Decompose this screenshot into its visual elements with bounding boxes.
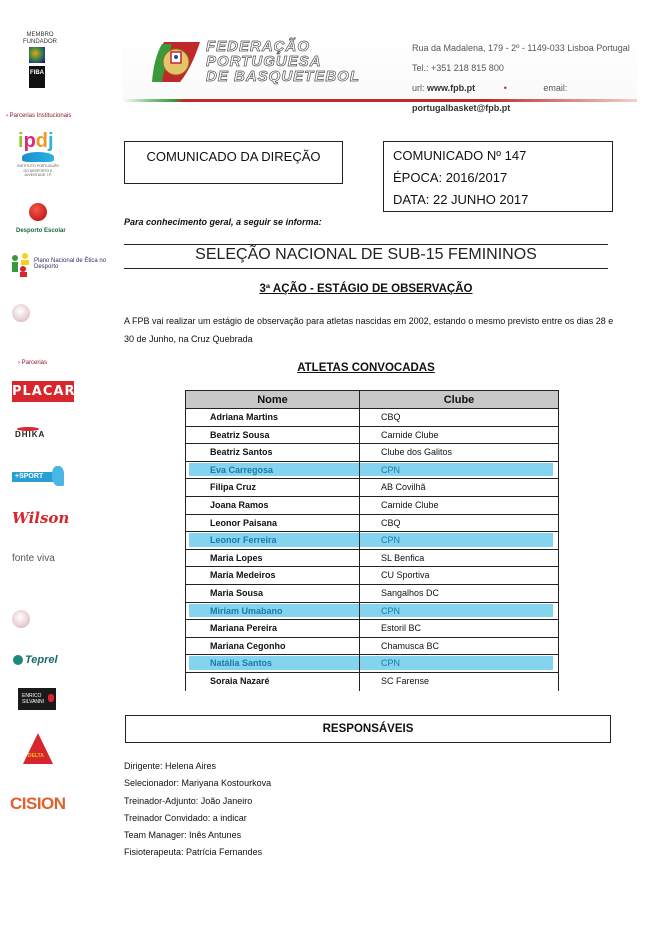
cell-nome: Leonor Ferreira — [186, 532, 360, 549]
cision-logo: CISION — [10, 794, 66, 813]
cell-clube: Sangalhos DC — [381, 587, 440, 598]
table-row — [186, 620, 558, 638]
placard-logo: PLACARD — [12, 381, 74, 402]
web-email-line: url: www.fpb.pt • email: portugalbasket@fpb.pt — [412, 83, 568, 113]
table-row — [186, 515, 558, 533]
fonte-viva-logo: fonte viva — [12, 553, 55, 564]
table-row — [186, 638, 558, 656]
cell-nome: Adriana Martins — [186, 409, 360, 426]
table-header-row — [186, 390, 558, 409]
cell-nome: Miriam Umabano — [186, 603, 360, 620]
fiba-ball-icon — [29, 47, 45, 63]
document-subtitle: 3ª AÇÃO - ESTÁGIO DE OBSERVAÇÃO — [259, 283, 473, 295]
table-row — [186, 585, 558, 603]
teprel-logo: Teprel — [25, 654, 58, 666]
intro-text: Para conhecimento geral, a seguir se informa: — [124, 217, 322, 227]
cell-nome: Maria Medeiros — [186, 567, 360, 584]
responsaveis-box — [125, 715, 611, 743]
ipdj-logo: ipdj — [18, 130, 54, 152]
cell-clube: AB Covilhã — [381, 482, 426, 493]
email-link[interactable]: portugalbasket@fpb.pt — [412, 103, 511, 113]
cell-nome: Beatriz Santos — [186, 444, 360, 461]
table-row — [186, 497, 558, 515]
comunicado-number: COMUNICADO Nº 147 — [393, 148, 527, 163]
cell-clube: CPN — [381, 658, 401, 669]
table-row — [186, 603, 558, 621]
cell-nome: Natália Santos — [186, 655, 360, 672]
table-row — [186, 655, 558, 673]
cell-nome: Soraia Nazaré — [186, 673, 360, 691]
cell-nome: Mariana Pereira — [186, 620, 360, 637]
responsavel-item: Fisioterapeuta: Patrícia Fernandes — [124, 847, 263, 858]
table-body — [186, 409, 558, 691]
table-row — [186, 567, 558, 585]
cell-clube: CPN — [381, 535, 401, 546]
delta-logo: DELTA — [28, 753, 44, 759]
plano-nacional-figures-icon — [10, 253, 32, 277]
decorative-circle-icon — [12, 610, 30, 628]
cell-nome: Leonor Paisana — [186, 515, 360, 532]
decorative-circle-icon — [12, 304, 30, 322]
description-paragraph: A FPB vai realizar um estágio de observação para atletas nascidas em 2002, estando o mesmo previsto entre os dias 28 e 30 de Junho, na Cruz Quebrada — [124, 316, 614, 344]
parcerias-label: › Parcerias — [18, 360, 48, 366]
dhika-logo: DHIKA — [15, 430, 46, 439]
comunicado-date: DATA: 22 JUNHO 2017 — [393, 192, 529, 207]
ipdj-splash-icon — [22, 152, 54, 162]
column-header-nome: Nome — [186, 391, 360, 408]
table-row — [186, 444, 558, 462]
comunicado-epoca: ÉPOCA: 2016/2017 — [393, 170, 508, 185]
table-row — [186, 673, 558, 691]
cell-clube: CPN — [381, 605, 401, 616]
responsavel-item: Treinador Convidado: a indicar — [124, 812, 247, 823]
table-row — [186, 479, 558, 497]
teprel-leaf-icon — [13, 655, 23, 665]
athletes-heading: ATLETAS CONVOCADAS — [297, 362, 435, 374]
desporto-escolar-logo: Desporto Escolar — [16, 228, 66, 234]
title-rule-top — [124, 244, 608, 245]
responsaveis-heading: RESPONSÁVEIS — [322, 723, 414, 735]
cell-clube: Chamusca BC — [381, 640, 440, 651]
cell-nome: Mariana Cegonho — [186, 638, 360, 655]
cell-nome: Eva Carregosa — [186, 462, 360, 479]
radar-sport-figure-icon — [52, 466, 64, 486]
cell-clube: CBQ — [381, 412, 401, 422]
responsavel-item: Team Manager: Inês Antunes — [124, 830, 242, 841]
wilson-logo: Wilson — [12, 509, 70, 527]
cell-clube: Estoril BC — [381, 623, 422, 634]
document-title: SELEÇÃO NACIONAL DE SUB-15 FEMININOS — [195, 246, 537, 263]
responsavel-item: Treinador-Adjunto: João Janeiro — [124, 795, 253, 806]
comunicado-info-box — [383, 141, 613, 212]
phone: Tel.: +351 218 815 800 — [412, 63, 504, 73]
athletes-table — [185, 390, 559, 691]
table-row — [186, 550, 558, 568]
cell-nome: Filipa Cruz — [186, 479, 360, 496]
comunicado-direcao-title: COMUNICADO DA DIREÇÃO — [146, 149, 321, 164]
separator-dot: • — [503, 83, 507, 93]
cell-nome: Maria Sousa — [186, 585, 360, 602]
table-row — [186, 532, 558, 550]
federation-contacts — [412, 38, 654, 118]
column-header-clube: Clube — [443, 394, 475, 406]
membro-fundador-label: MEMBRO FUNDADOR — [23, 32, 57, 45]
cell-clube: SL Benfica — [381, 552, 425, 563]
letterhead-color-bar — [122, 99, 637, 102]
fpb-emblem-icon — [150, 40, 202, 84]
sponsor-sidebar — [0, 0, 110, 932]
responsavel-item: Dirigente: Helena Aires — [124, 761, 217, 771]
website-link[interactable]: www.fpb.pt — [427, 83, 476, 93]
delta-triangle-icon — [23, 733, 53, 764]
cell-clube: Carnide Clube — [381, 499, 439, 510]
table-row — [186, 409, 558, 427]
cell-clube: CBQ — [381, 517, 401, 528]
enrico-silvanni-mark-icon — [48, 694, 54, 702]
cell-clube: CU Sportiva — [381, 570, 430, 581]
desporto-escolar-ball-icon — [29, 203, 47, 221]
responsaveis-list — [124, 758, 271, 862]
plano-nacional-etica-logo: Plano Nacional de Ética no Desporto — [34, 258, 107, 270]
cell-nome: Beatriz Sousa — [186, 427, 360, 444]
cell-clube: Clube dos Galitos — [381, 447, 453, 458]
federation-name: FEDERAÇÃO PORTUGUESA DE BASQUETEBOL — [206, 38, 361, 85]
comunicado-direcao-box — [124, 141, 343, 184]
table-row — [186, 427, 558, 445]
cell-clube: Carnide Clube — [381, 429, 439, 440]
responsavel-item: Selecionador: Mariyana Kostourkova — [124, 778, 272, 789]
address: Rua da Madalena, 179 - 2º - 1149-033 Lisboa Portugal — [412, 43, 630, 53]
table-row — [186, 462, 558, 480]
enrico-silvanni-logo: ENRICO SILVANNI — [18, 688, 56, 710]
parcerias-institucionais-label: › Parcerias Institucionais — [6, 113, 72, 119]
cell-nome: Joana Ramos — [186, 497, 360, 514]
radar-sport-logo: +SPORT — [12, 472, 55, 482]
cell-nome: Maria Lopes — [186, 550, 360, 567]
cell-clube: CPN — [381, 464, 401, 475]
cell-clube: SC Farense — [381, 675, 430, 686]
fiba-logo: FIBA — [29, 66, 45, 88]
ipdj-subtext: INSTITUTO PORTUGUÊS DO DESPORTO E JUVENTUDE, I.P. — [17, 164, 59, 177]
title-rule-bottom — [124, 268, 608, 269]
